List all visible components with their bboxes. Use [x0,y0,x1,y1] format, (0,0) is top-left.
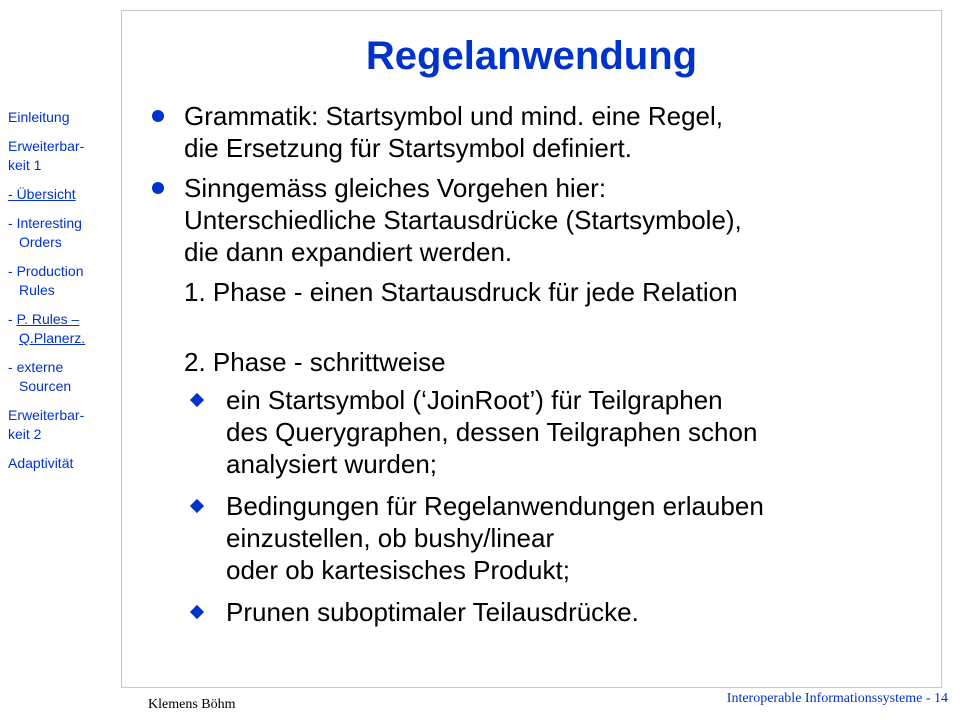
sub-bullet-line: oder ob kartesisches Produkt; [226,555,570,585]
nav-item-line: keit 1 [8,157,42,173]
nav-item-line: Erweiterbar- [8,407,85,423]
bullet-line: Unterschiedliche Startausdrücke (Startsymbole), [184,205,742,235]
nav-item-prefix: - [8,215,17,231]
sub-bullet-line: einzustellen, ob bushy/linear [226,523,555,553]
bullet-line: die Ersetzung für Startsymbol definiert. [184,133,632,163]
diamond-bullet-icon [190,393,204,407]
sub-bullet-line: analysiert wurden; [226,449,437,479]
footer-course: Interoperable Informationssysteme - 14 [726,691,948,706]
bullet-dot-icon [152,110,164,122]
sub-bullet [148,490,928,586]
sub-bullet [148,384,928,480]
sub-bullet [148,596,928,628]
nav-item-prefix: - [8,359,17,375]
nav-item-line: Q.Planerz. [19,330,86,346]
nav-item-line: externe [16,359,64,375]
nav-item-line: P. Rules – [16,311,80,327]
nav-item-line: Erweiterbar- [8,138,85,154]
nav-item-line: Production [16,263,84,279]
nav-item-adaptivitaet[interactable] [8,454,120,473]
nav-item-externe-sourcen[interactable] [8,358,120,396]
nav-item-line: Sourcen [19,378,72,394]
nav-item-line: Übersicht [16,186,76,202]
nav-item-prefix: - [8,186,17,202]
nav-item-prefix: - [8,311,17,327]
phase-2-text: 2. Phase - schrittweise [184,347,446,377]
nav-item-p-rules-q-planerz[interactable] [8,310,120,348]
nav-item-interesting-orders[interactable] [8,214,120,252]
outline-nav [8,108,120,483]
bullet-line: Grammatik: Startsymbol und mind. eine Regel, [184,101,723,131]
sub-bullet-line: ein Startsymbol (‘JoinRoot’) für Teilgraphen [226,385,723,415]
diamond-bullet-icon [190,605,204,619]
sub-bullet-line: Bedingungen für Regelanwendungen erlauben [226,491,764,521]
nav-item-line: Interesting [16,215,82,231]
nav-item-uebersicht[interactable] [8,185,120,204]
nav-item-einleitung[interactable] [8,108,120,127]
footer-author: Klemens Böhm [148,697,236,712]
nav-item-line: keit 2 [8,426,42,442]
sub-bullet-line: Prunen suboptimaler Teilausdrücke. [226,597,639,627]
nav-item-line: Adaptivität [8,455,74,471]
bullet-point [148,172,928,268]
nav-item-erweiterbarkeit-1[interactable] [8,137,120,175]
bullet-point [148,100,928,164]
slide-content [148,100,928,628]
bullet-dot-icon [152,182,164,194]
slide-title: Regelanwendung [365,34,698,78]
bullet-line: Sinngemäss gleiches Vorgehen hier: [184,173,607,203]
nav-item-erweiterbarkeit-2[interactable] [8,406,120,444]
nav-item-line: Einleitung [8,109,70,125]
sub-bullet-line: des Querygraphen, dessen Teilgraphen schon [226,417,758,447]
nav-item-line: Rules [19,282,55,298]
phase-1-text: 1. Phase - einen Startausdruck für jede Relation [184,277,738,307]
diamond-bullet-icon [190,499,204,513]
nav-item-prefix: - [8,263,17,279]
nav-item-line: Orders [19,234,62,250]
nav-item-production-rules[interactable] [8,262,120,300]
bullet-line: die dann expandiert werden. [184,237,513,267]
